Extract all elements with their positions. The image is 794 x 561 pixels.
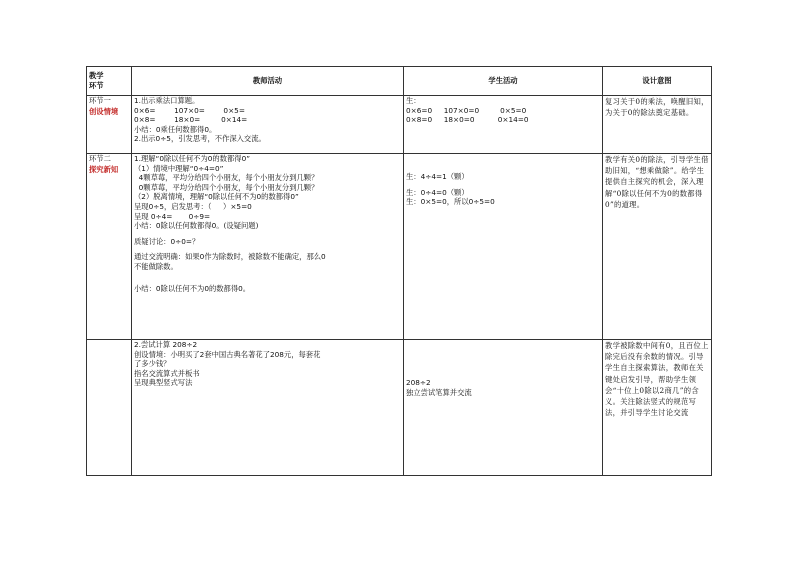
- header-stage: 教学 环节: [87, 67, 132, 96]
- intent-cell: 复习关于0的乘法，唤醒旧知，为关于0的除法奠定基础。: [603, 96, 712, 154]
- header-teacher: 教师活动: [132, 67, 404, 96]
- header-row: [87, 67, 712, 96]
- header-student: 学生活动: [404, 67, 603, 96]
- stage-cell: [87, 154, 132, 340]
- header-intent: 设计意图: [603, 67, 712, 96]
- stage-cell: [87, 340, 132, 476]
- student-cell: 生：4÷4=1（颗） 生：0÷4=0（颗） 生：0×5=0，所以0÷5=0: [404, 154, 603, 340]
- stage-name: 探究新知: [89, 164, 119, 174]
- intent-cell: 教学有关0的除法，引导学生借助旧知，“想乘做除”。给学生提供自主探究的机会，深入理解“0除以任何不为0的数都得0”的道理。: [603, 154, 712, 340]
- table-row: [87, 154, 712, 340]
- lesson-plan-table: [86, 66, 712, 476]
- teacher-cell: 1.出示乘法口算题。 0×6= 107×0= 0×5= 0×8= 18×0= 0×14= 小结：0乘任何数都得0。 2.出示0÷5，引发思考，不作深入交流。: [132, 96, 404, 154]
- student-cell: 208÷2 独立尝试笔算并交流: [404, 340, 603, 476]
- teacher-cell: 1.理解“0除以任何不为0的数都得0” （1）情境中理解“0÷4=0” 4颗草莓，平均分给四个小朋友，每个小朋友分到几颗？ 0颗草莓，平均分给四个小朋友，每个小朋友分到几颗？ （2）脱离情境，理解“0除以任何不为0的数都得0” 呈现0÷5，启发思考：（ ）×5=0 呈现 0÷4= 0÷9= 小结：0除以任何数都得0。(设疑问题) 质疑讨论：0÷0=？ 通过交流明确：如果0作为除数时，被除数不能确定，那么0 不能做除数。 小结：0除以任何不为0的数都得0。: [132, 154, 404, 340]
- student-cell: 生： 0×6=0 107×0=0 0×5=0 0×8=0 18×0=0 0×14=0: [404, 96, 603, 154]
- intent-cell: 教学被除数中间有0，且百位上除完后没有余数的情况。引导学生自主探索算法，教师在关键处启发引导，帮助学生领会“十位上0除以2商几”的含义。关注除法竖式的规范写法，并引导学生讨论交流: [603, 340, 712, 476]
- stage-label: 环节二: [89, 154, 111, 163]
- teacher-cell: 2.尝试计算 208÷2 创设情境：小明买了2套中国古典名著花了208元，每套花 了多少钱？ 指名交流算式并板书 呈现典型竖式写法: [132, 340, 404, 476]
- table-row: [87, 96, 712, 154]
- table-row: [87, 340, 712, 476]
- stage-cell: [87, 96, 132, 154]
- stage-name: 创设情境: [89, 106, 119, 116]
- stage-label: 环节一: [89, 96, 111, 105]
